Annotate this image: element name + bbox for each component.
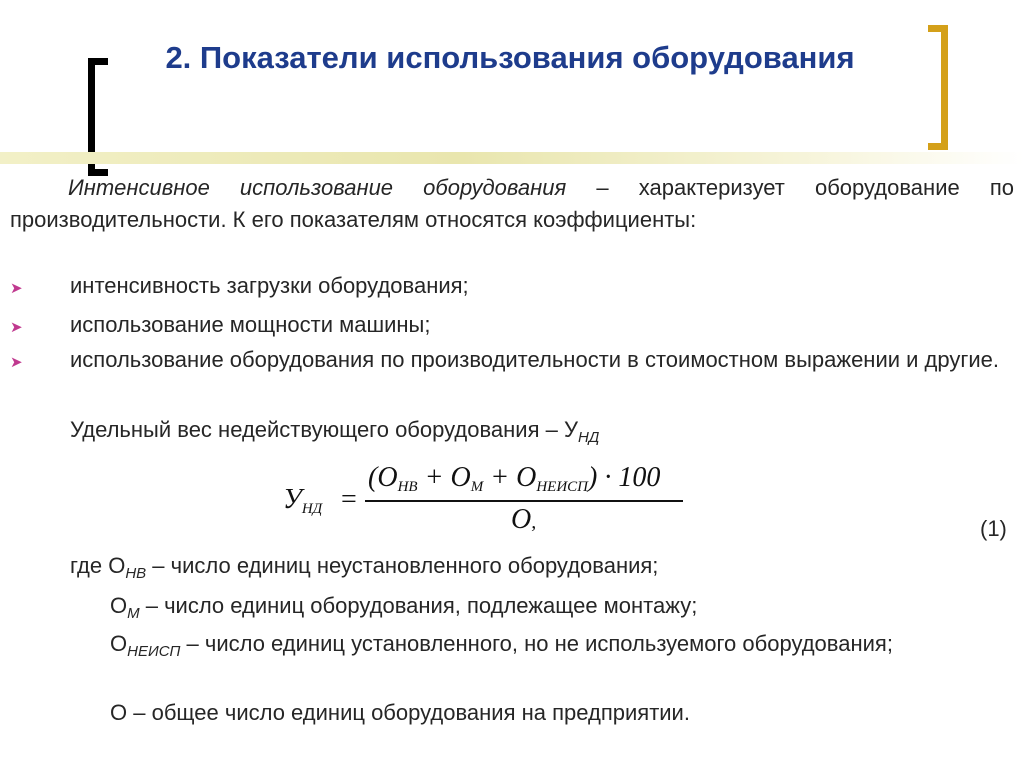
equation-number: (1) (980, 516, 1007, 541)
specific-weight-sub: НД (577, 429, 600, 446)
definition-line (70, 550, 658, 590)
definition-sub: М (127, 605, 140, 622)
definition-text: – число единиц установленного, но не используемого оборудования; (180, 631, 893, 656)
definition-symbol: О (110, 593, 128, 618)
bullet-item: использование мощности машины; (70, 312, 431, 337)
bullet-arrow-icon: ➤ (10, 319, 23, 336)
formula-den-mark: , (531, 511, 537, 533)
definition-text: – число единиц неустановленного оборудования; (146, 553, 659, 578)
definition-line (110, 590, 697, 630)
definition-sub: НЕИСП (127, 643, 181, 660)
definition-text: – число единиц оборудования, подлежащее монтажу; (139, 593, 698, 618)
title-rule (0, 152, 1024, 164)
definition-symbol: О (110, 700, 128, 725)
formula-plus: + (417, 462, 451, 493)
formula-o: О (516, 462, 537, 493)
intro-paragraph (10, 172, 1014, 236)
definition-symbol: где О (70, 553, 126, 578)
formula (283, 462, 703, 552)
formula-o: О (450, 462, 471, 493)
formula-sub-neisp: НЕИСП (536, 479, 589, 495)
definition-line (10, 628, 1014, 668)
formula-plus: + (483, 462, 517, 493)
formula-lhs-sub: НД (301, 501, 323, 517)
formula-den-symbol: О (511, 504, 532, 535)
formula-close-paren: ) · 100 (588, 462, 661, 493)
intro-term: Интенсивное использование оборудования (68, 175, 567, 200)
formula-lhs (283, 484, 322, 518)
definition-text: – общее число единиц оборудования на предприятии. (127, 700, 690, 725)
formula-sub-nv: НВ (397, 479, 418, 495)
definition-symbol: О (110, 631, 128, 656)
bullet-arrow-icon: ➤ (10, 280, 23, 297)
formula-o: О (377, 462, 398, 493)
specific-weight-line (70, 414, 599, 454)
formula-sub-m: М (470, 479, 484, 495)
formula-denominator (511, 504, 536, 536)
bullet-item: использование оборудования по производительности в стоимостном выражении и другие. (70, 347, 1000, 372)
bullet-item: интенсивность загрузки оборудования; (70, 273, 469, 298)
formula-open-paren: ( (368, 462, 378, 493)
definition-sub: НВ (125, 565, 147, 582)
definition-line (110, 697, 690, 729)
bullet-arrow-icon: ➤ (10, 354, 23, 371)
right-bracket-decoration (928, 25, 948, 150)
formula-lhs-symbol: У (283, 484, 302, 515)
intro-rest: – характеризует оборудование по производительности. К его показателям относятся коэффициенты: (10, 175, 1014, 232)
slide-title: 2. Показатели использования оборудования (165, 40, 855, 75)
fraction-bar (365, 500, 683, 502)
specific-weight-text: Удельный вес недействующего оборудования – У (70, 417, 578, 442)
formula-equals: = (341, 484, 357, 515)
formula-numerator (368, 462, 660, 496)
